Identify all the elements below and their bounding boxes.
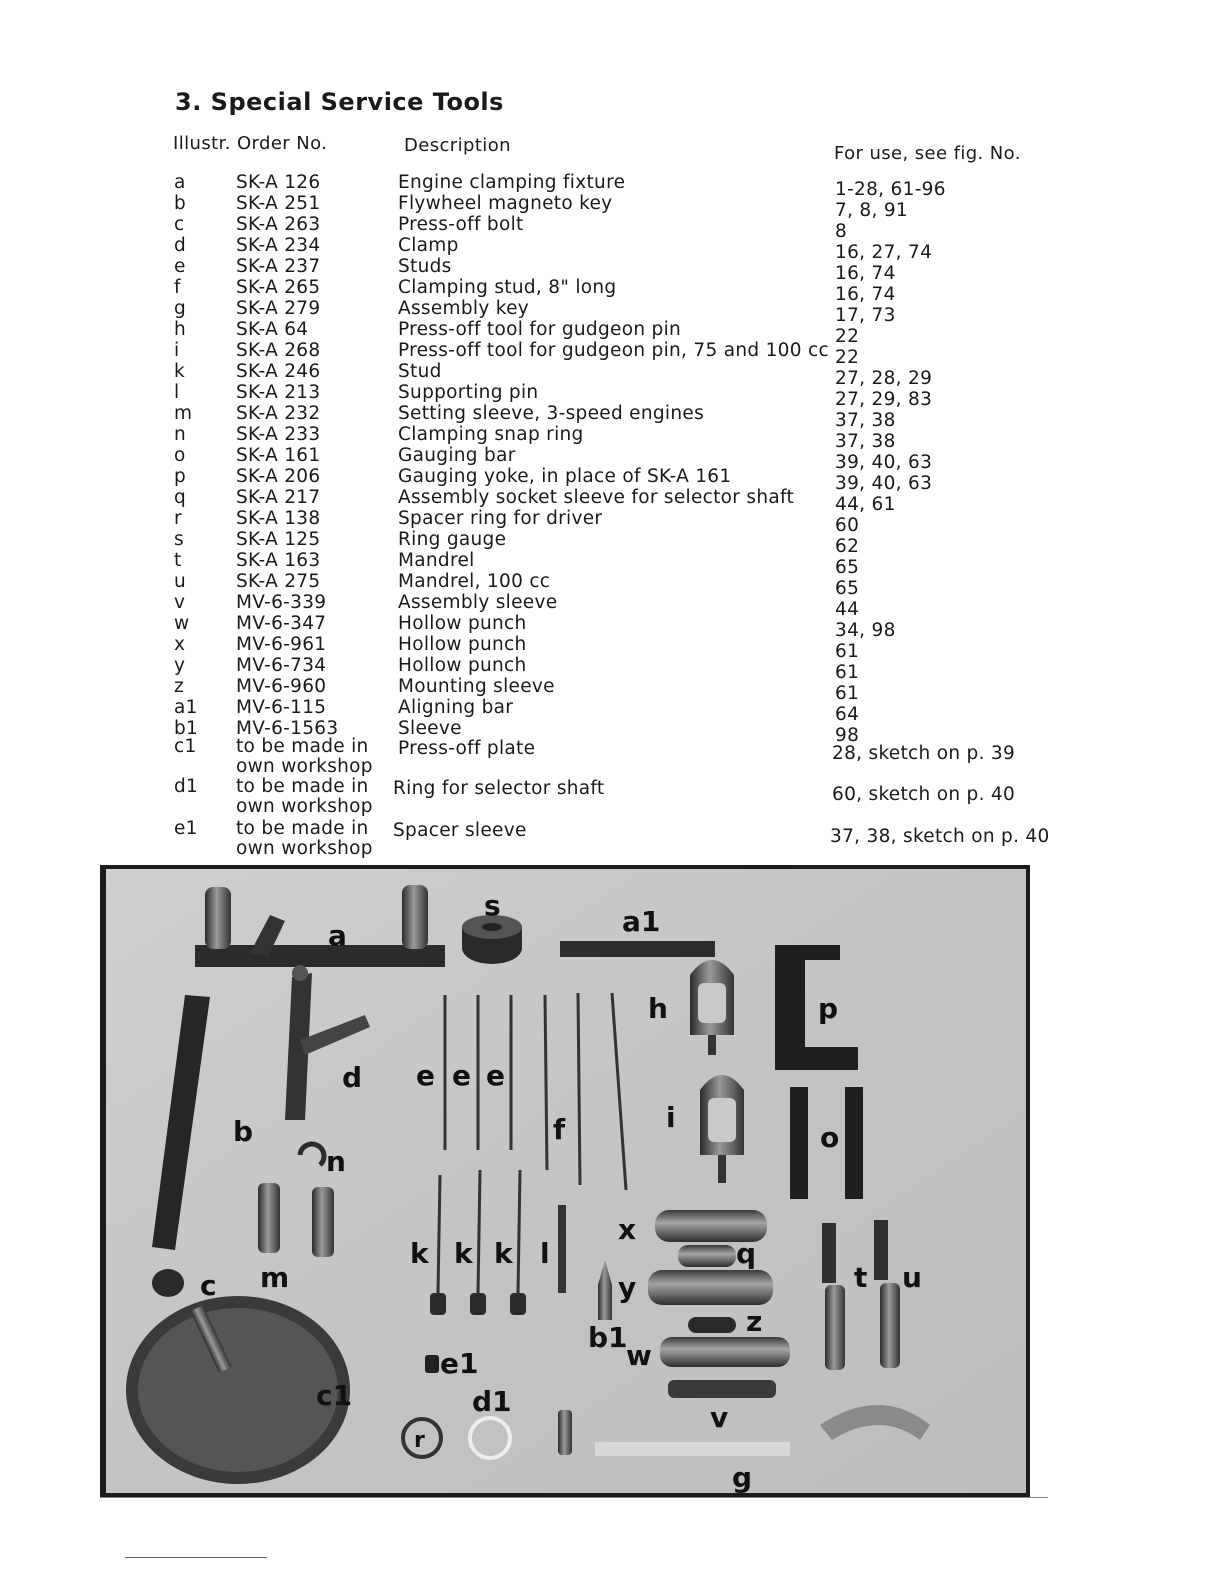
tool-m-setting-sleeve-2 (312, 1187, 334, 1257)
row-order-no: SK-A 233 (236, 424, 321, 445)
table-row (0, 172, 1224, 200)
table-row (0, 382, 1224, 410)
row-illustr: s (174, 529, 184, 550)
table-row (0, 736, 1224, 780)
row-order-no: SK-A 126 (236, 172, 321, 193)
row-description: Ring gauge (398, 529, 507, 550)
row-fig: 98 (835, 725, 860, 746)
row-fig: 16, 74 (835, 284, 896, 305)
tool-a1-aligning-bar (560, 941, 715, 957)
row-fig: 8 (835, 221, 848, 242)
row-fig: 61 (835, 662, 860, 683)
row-description: Hollow punch (398, 655, 527, 676)
row-description: Assembly sleeve (398, 592, 558, 613)
row-fig: 39, 40, 63 (835, 473, 933, 494)
photo-label-s: s (484, 889, 501, 922)
photo-label-e: e (416, 1059, 435, 1092)
row-illustr: z (174, 676, 185, 697)
row-illustr: e (174, 256, 186, 277)
row-illustr: d1 (174, 776, 199, 797)
header-for-use: For use, see fig. No. (834, 143, 1021, 164)
row-order-no-line2: own workshop (236, 838, 373, 859)
photo-label-m: m (260, 1261, 290, 1294)
row-illustr: n (174, 424, 187, 445)
row-description: Sleeve (398, 718, 462, 739)
photo-label-u: u (902, 1261, 922, 1294)
row-illustr: w (174, 613, 190, 634)
table-row (0, 193, 1224, 221)
row-order-no: to be made in (236, 776, 369, 797)
row-illustr: g (174, 298, 187, 319)
row-illustr: t (174, 550, 182, 571)
row-illustr: o (174, 445, 186, 466)
page-title: 3. Special Service Tools (175, 88, 504, 116)
row-illustr: f (174, 277, 181, 298)
table-row (0, 592, 1224, 620)
tool-s-ring-gauge (462, 915, 522, 964)
row-fig: 27, 28, 29 (835, 368, 933, 389)
row-description: Mandrel (398, 550, 475, 571)
row-order-no: MV-6-347 (236, 613, 327, 634)
row-fig: 22 (835, 326, 860, 347)
row-order-no: SK-A 237 (236, 256, 321, 277)
tool-c-press-off-bolt (152, 1269, 184, 1297)
table-row (0, 634, 1224, 662)
row-order-no: MV-6-339 (236, 592, 327, 613)
row-description: Gauging bar (398, 445, 516, 466)
row-illustr: r (174, 508, 182, 529)
photo-label-e1: e1 (440, 1347, 479, 1380)
table-row (0, 655, 1224, 683)
row-illustr: c (174, 214, 185, 235)
row-fig: 62 (835, 536, 860, 557)
row-fig: 65 (835, 557, 860, 578)
row-illustr: a (174, 172, 186, 193)
table-row (0, 613, 1224, 641)
row-order-no: SK-A 64 (236, 319, 309, 340)
row-illustr: x (174, 634, 186, 655)
photo-label-w: w (626, 1339, 652, 1372)
row-fig: 7, 8, 91 (835, 200, 909, 221)
photo-label-e3: e (486, 1059, 505, 1092)
row-order-no: SK-A 163 (236, 550, 321, 571)
table-row (0, 676, 1224, 704)
row-order-no: SK-A 251 (236, 193, 321, 214)
row-order-no: MV-6-115 (236, 697, 327, 718)
row-fig: 61 (835, 641, 860, 662)
tool-z-mounting-sleeve (688, 1317, 736, 1333)
row-fig: 44 (835, 599, 860, 620)
row-order-no: SK-A 279 (236, 298, 321, 319)
row-description: Hollow punch (398, 634, 527, 655)
row-illustr: u (174, 571, 187, 592)
row-fig: 44, 61 (835, 494, 896, 515)
row-description: Press-off bolt (398, 214, 524, 235)
row-illustr: m (174, 403, 193, 424)
row-illustr: k (174, 361, 186, 382)
photo-label-d: d (342, 1061, 363, 1094)
row-fig: 64 (835, 704, 860, 725)
row-description: Aligning bar (398, 697, 514, 718)
table-row (0, 466, 1224, 494)
footer-rule (125, 1557, 267, 1558)
photo-label-x: x (618, 1213, 637, 1246)
tools-photograph (100, 865, 1030, 1497)
row-description: Setting sleeve, 3-speed engines (398, 403, 705, 424)
table-row (0, 571, 1224, 599)
photo-label-b: b (233, 1115, 254, 1148)
row-order-no: MV-6-734 (236, 655, 327, 676)
table-row (0, 340, 1224, 368)
row-order-no: to be made in (236, 818, 369, 839)
photo-label-o: o (820, 1121, 840, 1154)
photo-bottom-rule (100, 1497, 1048, 1498)
photo-label-b1: b1 (588, 1321, 628, 1354)
row-order-no: SK-A 213 (236, 382, 321, 403)
table-row (0, 424, 1224, 452)
row-description: Spacer sleeve (393, 820, 527, 841)
row-illustr: y (174, 655, 186, 676)
row-description: Press-off tool for gudgeon pin (398, 319, 682, 340)
row-description: Spacer ring for driver (398, 508, 603, 529)
photo-label-a: a (328, 919, 347, 952)
row-order-no-line2: own workshop (236, 796, 373, 817)
tool-l-supporting-pin (558, 1205, 566, 1293)
row-illustr: b1 (174, 718, 199, 739)
tool-m-setting-sleeve (258, 1183, 280, 1253)
row-order-no: SK-A 161 (236, 445, 321, 466)
row-description: Hollow punch (398, 613, 527, 634)
tool-o-gauging-bar-2 (845, 1087, 863, 1199)
row-order-no: to be made in (236, 736, 369, 757)
row-description: Press-off tool for gudgeon pin, 75 and 100 cc (398, 340, 829, 361)
row-description: Assembly socket sleeve for selector shaft (398, 487, 795, 508)
row-illustr: q (174, 487, 187, 508)
photo-label-r: r (414, 1428, 425, 1453)
row-illustr: l (174, 382, 180, 403)
row-order-no: SK-A 265 (236, 277, 321, 298)
row-description: Engine clamping fixture (398, 172, 626, 193)
table-row (0, 818, 1224, 862)
photo-label-k2: k (454, 1237, 473, 1270)
row-illustr: c1 (174, 736, 197, 757)
tool-q-assembly-socket-sleeve (678, 1245, 736, 1267)
photo-label-t: t (854, 1261, 868, 1294)
row-order-no: SK-A 268 (236, 340, 321, 361)
tool-y-hollow-punch (648, 1270, 773, 1305)
row-description: Mandrel, 100 cc (398, 571, 551, 592)
row-description: Supporting pin (398, 382, 539, 403)
table-row (0, 508, 1224, 536)
photo-label-a1: a1 (622, 905, 661, 938)
tool-e1-spacer-sleeve (425, 1355, 439, 1373)
table-row (0, 403, 1224, 431)
row-illustr: i (174, 340, 180, 361)
photo-label-n: n (326, 1145, 346, 1178)
tool-o-gauging-bar (790, 1087, 808, 1199)
photo-label-c1: c1 (316, 1379, 353, 1412)
row-order-no: SK-A 246 (236, 361, 321, 382)
photo-label-f: f (553, 1113, 566, 1146)
photo-label-p: p (818, 992, 839, 1025)
photo-label-d1: d1 (472, 1385, 512, 1418)
row-description: Stud (398, 361, 442, 382)
tool-sleeve-small (558, 1410, 572, 1455)
row-fig: 17, 73 (835, 305, 896, 326)
table-row (0, 361, 1224, 389)
row-fig: 16, 74 (835, 263, 896, 284)
row-description: Clamping snap ring (398, 424, 584, 445)
row-description: Ring for selector shaft (393, 778, 605, 799)
row-illustr: a1 (174, 697, 198, 718)
row-description: Clamp (398, 235, 459, 256)
table-row (0, 319, 1224, 347)
row-fig: 37, 38 (835, 410, 896, 431)
row-order-no: SK-A 206 (236, 466, 321, 487)
row-illustr: v (174, 592, 186, 613)
row-fig: 65 (835, 578, 860, 599)
row-description: Clamping stud, 8" long (398, 277, 617, 298)
row-fig: 1-28, 61-96 (835, 179, 946, 200)
photo-label-k: k (410, 1237, 429, 1270)
photo-label-h: h (648, 992, 668, 1025)
table-row (0, 235, 1224, 263)
tool-g-assembly-key (595, 1442, 790, 1456)
row-description: Flywheel magneto key (398, 193, 613, 214)
row-fig: 28, sketch on p. 39 (832, 743, 1016, 764)
row-fig: 61 (835, 683, 860, 704)
table-row (0, 298, 1224, 326)
row-order-no: MV-6-1563 (236, 718, 339, 739)
row-fig: 27, 29, 83 (835, 389, 933, 410)
table-row (0, 277, 1224, 305)
tool-w-hollow-punch (660, 1337, 790, 1367)
header-description: Description (404, 135, 511, 156)
table-row (0, 529, 1224, 557)
table-row (0, 697, 1224, 725)
photo-label-k3: k (494, 1237, 513, 1270)
photo-label-c: c (200, 1269, 217, 1302)
row-fig: 60 (835, 515, 860, 536)
row-order-no: SK-A 217 (236, 487, 321, 508)
photo-label-v: v (710, 1401, 729, 1434)
row-illustr: h (174, 319, 187, 340)
row-description: Mounting sleeve (398, 676, 555, 697)
row-description: Assembly key (398, 298, 530, 319)
row-order-no: MV-6-961 (236, 634, 327, 655)
row-order-no: SK-A 263 (236, 214, 321, 235)
table-row (0, 445, 1224, 473)
row-order-no: SK-A 275 (236, 571, 321, 592)
photo-label-g: g (732, 1461, 753, 1494)
row-illustr: e1 (174, 818, 198, 839)
table-row (0, 550, 1224, 578)
table-row (0, 776, 1224, 820)
row-illustr: p (174, 466, 187, 487)
row-order-no-line2: own workshop (236, 756, 373, 777)
row-fig: 60, sketch on p. 40 (832, 784, 1016, 805)
row-fig: 34, 98 (835, 620, 896, 641)
row-order-no: SK-A 232 (236, 403, 321, 424)
row-illustr: d (174, 235, 187, 256)
row-description: Gauging yoke, in place of SK-A 161 (398, 466, 732, 487)
row-description: Press-off plate (398, 738, 536, 759)
photo-label-y: y (618, 1271, 637, 1304)
photo-label-e2: e (452, 1059, 471, 1092)
row-order-no: SK-A 138 (236, 508, 321, 529)
row-order-no: SK-A 125 (236, 529, 321, 550)
header-illustr-order: Illustr. Order No. (173, 133, 328, 154)
row-fig: 22 (835, 347, 860, 368)
row-description: Studs (398, 256, 452, 277)
row-order-no: MV-6-960 (236, 676, 327, 697)
photo-label-l: l (540, 1237, 550, 1270)
photo-label-i: i (666, 1101, 676, 1134)
table-row (0, 487, 1224, 515)
photo-label-z: z (746, 1305, 763, 1338)
photo-label-q: q (736, 1237, 757, 1270)
row-order-no: SK-A 234 (236, 235, 321, 256)
row-fig: 16, 27, 74 (835, 242, 933, 263)
row-fig: 39, 40, 63 (835, 452, 933, 473)
table-row (0, 214, 1224, 242)
row-illustr: b (174, 193, 187, 214)
row-fig: 37, 38, sketch on p. 40 (830, 826, 1050, 847)
table-row (0, 256, 1224, 284)
tool-v-assembly-sleeve (668, 1380, 776, 1398)
row-fig: 37, 38 (835, 431, 896, 452)
